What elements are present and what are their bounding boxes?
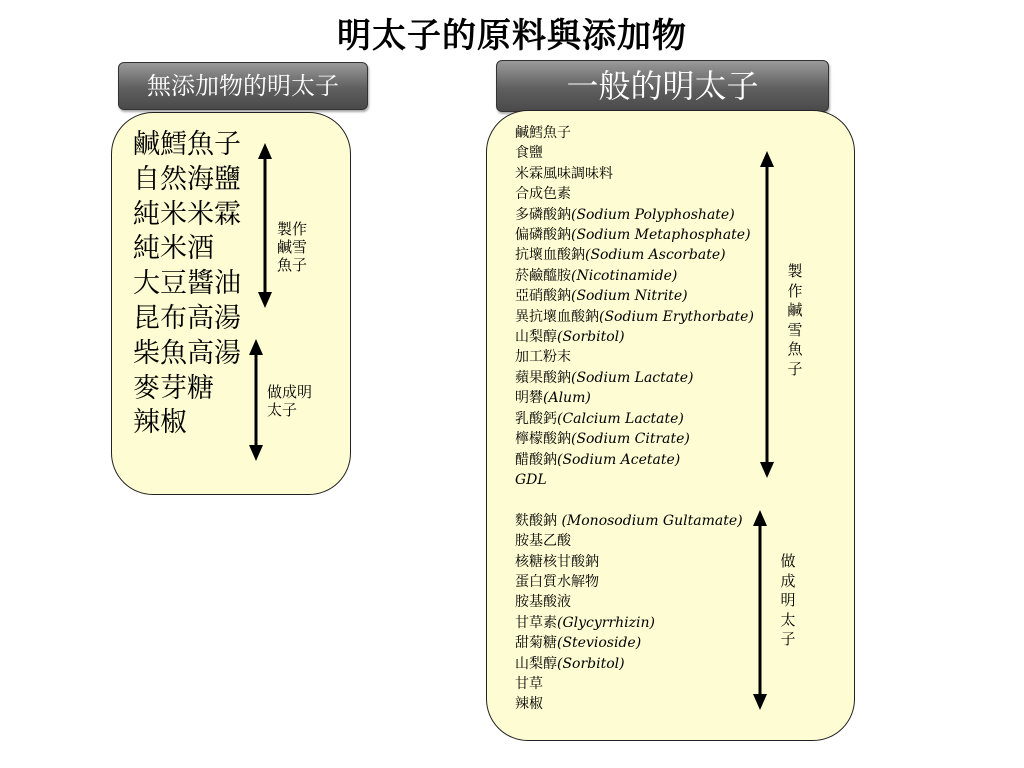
- note-char: 做: [780, 552, 796, 570]
- additive-name-en: (Sodium Citrate): [571, 431, 690, 448]
- additive-name-en: (Sorbitol): [557, 655, 625, 672]
- additive-name-zh: 甘草: [515, 675, 543, 692]
- additive-name-zh: 胺基乙酸: [515, 533, 571, 550]
- note-char: 製: [787, 262, 803, 280]
- additive-name-zh: 米霖風味調味料: [515, 165, 613, 182]
- additive-name-zh: 山梨醇: [515, 329, 557, 346]
- additive-name-en: (Alum): [543, 390, 591, 407]
- additive-name-zh: 多磷酸鈉: [515, 206, 571, 223]
- additive-name-en: (Nicotinamide): [571, 267, 678, 284]
- additive-name-zh: 山梨醇: [515, 655, 557, 672]
- additive-name-en: (Sodium Nitrite): [571, 288, 688, 305]
- ingredient-item: 自然海鹽: [133, 163, 241, 195]
- additive-name-en: (Glycyrrhizin): [557, 614, 655, 631]
- ingredient-item: 鹹鱈魚子: [133, 129, 241, 160]
- additive-name-en: (Sodium Metaphosphate): [571, 227, 751, 244]
- right-header: 一般的明太子: [496, 60, 829, 112]
- note-line: 做成明: [267, 383, 313, 401]
- ingredient-item: 辣椒: [133, 407, 187, 439]
- right-arrow-top-double-icon: [760, 151, 774, 478]
- additive-name-en: (Sodium Ascorbate): [585, 247, 726, 264]
- additive-name-zh: 麩酸鈉: [515, 512, 562, 529]
- note-char: 成: [780, 571, 796, 590]
- additive-name-zh: 鹹鱈魚子: [515, 125, 571, 141]
- note-char: 太: [780, 610, 796, 629]
- additive-name-en: (Sodium Erythorbate): [599, 308, 754, 325]
- right-arrow-bottom-double-icon: [753, 510, 767, 710]
- additive-name-zh: 明礬: [515, 390, 543, 407]
- left-arrow-top-double-icon: [258, 143, 272, 308]
- ingredient-item: 柴魚高湯: [133, 337, 241, 369]
- note-char: 作: [787, 281, 803, 300]
- additive-name-en: (Calcium Lactate): [557, 410, 684, 427]
- additive-name-zh: 亞硝酸鈉: [515, 288, 571, 305]
- additive-name-zh: 胺基酸液: [515, 594, 571, 611]
- additive-name-zh: 甜菊糖: [515, 635, 557, 652]
- additive-name-en: (Stevioside): [557, 635, 642, 652]
- additive-name-en: (Monosodium Gultamate): [561, 512, 743, 529]
- additive-name-zh: 乳酸鈣: [515, 410, 557, 427]
- additive-name-zh: 甘草素: [515, 614, 557, 631]
- note-char: 鹹: [787, 301, 803, 319]
- additive-name-zh: 核糖核甘酸鈉: [515, 553, 599, 570]
- ingredient-item: 純米米霖: [133, 198, 241, 230]
- additive-name-zh: 加工粉末: [515, 349, 571, 366]
- additive-name-zh: 檸檬酸鈉: [515, 431, 571, 448]
- note-line: 製作: [277, 220, 308, 238]
- additive-name-zh: 抗壞血酸鈉: [515, 247, 585, 264]
- ingredient-item: 昆布高湯: [133, 302, 241, 334]
- left-arrow-bottom-double-icon: [249, 339, 263, 461]
- additive-name-zh: 蘋果酸鈉: [515, 369, 571, 386]
- additive-name-en: (Sorbitol): [557, 329, 625, 346]
- additive-name-zh: 異抗壞血酸鈉: [515, 308, 599, 325]
- additive-name-zh: 食鹽: [515, 145, 543, 162]
- additive-name-en: GDL: [515, 471, 547, 488]
- page-title: 明太子的原料與添加物: [337, 16, 687, 56]
- additive-name-en: (Sodium Acetate): [557, 451, 681, 468]
- note-line: 鹹雪: [277, 238, 308, 256]
- note-char: 魚: [787, 340, 803, 358]
- note-char: 子: [787, 359, 803, 378]
- note-char: 雪: [787, 320, 803, 339]
- additive-name-zh: 辣椒: [515, 696, 543, 713]
- additive-name-en: (Sodium Polyphoshate): [571, 206, 735, 223]
- additive-name-zh: 菸鹼醯胺: [515, 267, 571, 284]
- additive-name-zh: 蛋白質水解物: [515, 573, 599, 590]
- ingredient-item: 麥芽糖: [133, 372, 214, 404]
- ingredient-item: 大豆醬油: [133, 268, 241, 300]
- additive-name-zh: 合成色素: [515, 186, 571, 203]
- additive-name-zh: 醋酸鈉: [515, 451, 557, 468]
- additive-name-en: (Sodium Lactate): [571, 369, 694, 386]
- note-line: 太子: [267, 401, 298, 419]
- additive-name-zh: 偏磷酸鈉: [515, 227, 571, 244]
- left-header: 無添加物的明太子: [118, 62, 368, 110]
- note-char: 子: [780, 630, 796, 648]
- note-line: 魚子: [277, 256, 308, 274]
- note-char: 明: [780, 591, 796, 609]
- ingredient-item: 純米酒: [133, 233, 214, 265]
